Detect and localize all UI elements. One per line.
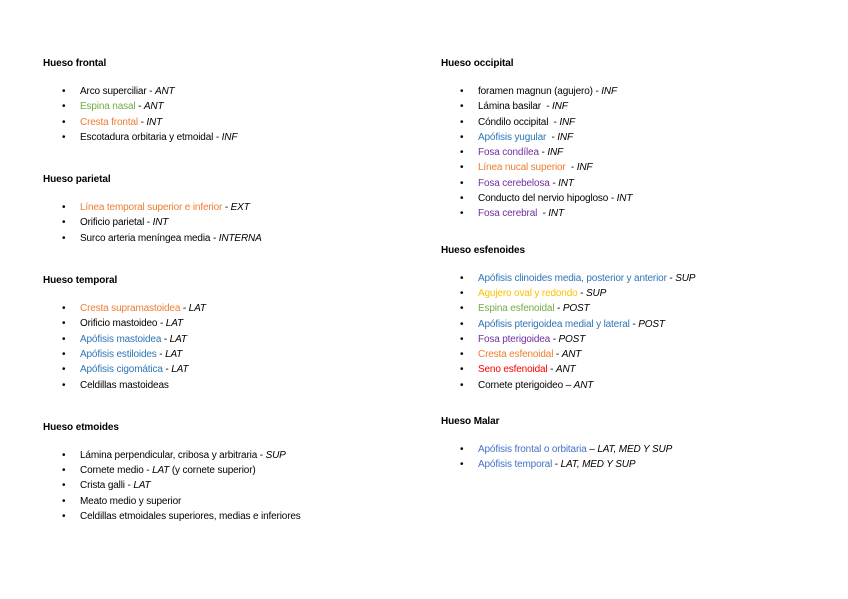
item-separator: - — [629, 318, 639, 330]
list-item — [62, 362, 423, 377]
list-item — [460, 332, 831, 347]
item-term: Celdillas etmoidales superiores, medias e inferiores — [80, 511, 301, 523]
item-term: Apófisis frontal o orbitaria — [478, 444, 587, 456]
item-separator: - — [565, 162, 577, 174]
item-term: Cresta esfenoidal — [478, 349, 554, 361]
item-separator: - — [549, 177, 559, 189]
item-position-tag: INF — [552, 101, 568, 113]
bullet-list — [43, 301, 423, 393]
list-item — [62, 463, 423, 478]
item-note: (y cornete superior) — [169, 465, 256, 477]
item-position-tag: LAT — [188, 303, 206, 315]
item-term: Arco superciliar — [80, 86, 147, 97]
item-separator: - — [257, 449, 266, 461]
item-separator: - — [157, 318, 166, 330]
item-separator: - — [592, 86, 602, 97]
item-term: Apófisis yugular — [478, 131, 547, 143]
section-title: Hueso parietal — [43, 174, 111, 186]
list-item — [460, 457, 831, 472]
item-term: Cresta frontal — [80, 116, 138, 128]
list-item — [62, 448, 423, 463]
bullet-list — [441, 442, 831, 473]
item-position-tag: INT — [616, 193, 633, 205]
bullet-list — [43, 84, 423, 145]
item-position-tag: LAT — [169, 333, 187, 345]
item-position-tag: SUP — [265, 449, 286, 461]
item-position-tag: INF — [547, 147, 563, 159]
item-position-tag: LAT, MED Y SUP — [560, 459, 636, 471]
item-position-tag: ANT — [154, 86, 175, 97]
list-item — [460, 115, 831, 130]
section-title: Hueso Malar — [441, 416, 500, 428]
bullet-list — [43, 448, 423, 524]
section-hueso-malar — [441, 415, 831, 473]
item-separator: - — [538, 147, 548, 159]
item-separator: - — [547, 364, 556, 376]
list-item — [460, 191, 831, 206]
list-item — [460, 362, 831, 377]
list-item — [62, 378, 423, 393]
item-separator: - — [552, 459, 561, 471]
list-item — [62, 130, 423, 145]
item-position-tag: LAT — [165, 318, 183, 330]
item-term: Fosa cerebral — [478, 208, 538, 220]
right-column — [441, 57, 831, 495]
item-term: Cóndilo occipital — [478, 116, 549, 128]
item-term: Celdillas mastoideas — [80, 379, 169, 391]
list-item — [460, 130, 831, 145]
item-term: Línea temporal superior e inferior — [80, 202, 223, 214]
item-term: Fosa cerebelosa — [478, 177, 550, 189]
item-separator: - — [608, 193, 617, 205]
item-term: Apófisis clinoides media, posterior y anterior — [478, 272, 667, 284]
section-title: Hueso occipital — [441, 58, 514, 69]
item-separator: – — [563, 379, 574, 391]
bullet-list — [43, 200, 423, 246]
left-column — [43, 57, 423, 552]
item-term: Apófisis temporal — [478, 459, 553, 471]
item-term: Línea nucal superior — [478, 162, 566, 174]
item-separator: - — [156, 348, 166, 360]
list-item — [62, 99, 423, 114]
item-term: Lámina basilar — [478, 101, 541, 113]
item-term: Apófisis estiloides — [80, 348, 157, 360]
item-term: Cresta supramastoidea — [80, 303, 181, 315]
list-item — [460, 378, 831, 393]
item-term: Surco arteria meníngea media — [80, 232, 211, 244]
item-separator: - — [554, 303, 563, 315]
item-position-tag: LAT — [133, 480, 151, 492]
list-item — [460, 317, 831, 332]
list-item — [62, 347, 423, 362]
item-separator: - — [666, 272, 676, 284]
item-separator: - — [540, 101, 553, 113]
item-position-tag: POST — [558, 333, 586, 345]
item-term: Fosa pterigoidea — [478, 333, 551, 345]
list-item — [62, 115, 423, 130]
item-position-tag: LAT — [165, 348, 183, 360]
item-position-tag: ANT — [561, 349, 582, 361]
list-item — [460, 84, 831, 99]
item-term: Conducto del nervio hipogloso — [478, 193, 609, 205]
section-hueso-etmoides — [43, 421, 423, 524]
item-position-tag: INT — [146, 116, 163, 128]
item-separator: - — [162, 364, 172, 376]
item-term: Fosa condílea — [478, 147, 539, 159]
item-position-tag: INTERNA — [218, 232, 262, 244]
item-separator: - — [210, 232, 219, 244]
item-separator: - — [546, 131, 558, 143]
item-position-tag: LAT — [152, 465, 170, 477]
list-item — [62, 316, 423, 331]
item-term: Cornete pterigoideo — [478, 379, 563, 391]
item-term: Orificio parietal — [80, 217, 145, 229]
item-separator: - — [135, 101, 144, 113]
item-position-tag: INF — [221, 131, 238, 143]
section-title: Hueso temporal — [43, 275, 118, 287]
item-term: Espina nasal — [80, 101, 136, 113]
item-separator: - — [143, 465, 153, 477]
list-item — [62, 332, 423, 347]
section-title: Hueso frontal — [43, 58, 107, 69]
item-position-tag: INT — [548, 208, 564, 220]
item-separator: - — [180, 303, 189, 315]
item-separator: - — [137, 116, 147, 128]
list-item — [62, 301, 423, 316]
item-separator: - — [144, 217, 153, 229]
item-separator: – — [586, 444, 598, 456]
item-position-tag: INF — [557, 131, 573, 143]
item-term: Lámina perpendicular, cribosa y arbitraria — [80, 449, 258, 461]
item-position-tag: ANT — [555, 364, 576, 376]
item-separator: - — [222, 202, 231, 214]
section-hueso-occipital — [441, 57, 831, 222]
list-item — [460, 176, 831, 191]
item-term: Seno esfenoidal — [478, 364, 548, 376]
section-hueso-frontal — [43, 57, 423, 145]
item-position-tag: INT — [152, 217, 169, 229]
bullet-list — [441, 271, 831, 393]
list-item — [460, 160, 831, 175]
list-item — [460, 145, 831, 160]
item-separator: - — [577, 287, 586, 299]
item-term: Cornete medio — [80, 465, 144, 477]
list-item — [460, 286, 831, 301]
list-item — [62, 494, 423, 509]
item-position-tag: ANT — [143, 101, 164, 113]
list-item — [62, 84, 423, 99]
item-position-tag: INF — [559, 116, 576, 128]
section-hueso-esfenoides — [441, 244, 831, 393]
bullet-list — [441, 84, 831, 222]
list-item — [62, 509, 423, 524]
section-title: Hueso etmoides — [43, 421, 119, 433]
item-separator: - — [161, 333, 170, 345]
list-item — [460, 271, 831, 286]
item-separator: - — [548, 116, 560, 128]
item-position-tag: POST — [638, 318, 665, 330]
item-separator: - — [124, 480, 134, 492]
item-separator: - — [550, 333, 559, 345]
item-position-tag: INF — [576, 162, 593, 174]
item-separator: - — [537, 208, 549, 220]
list-item — [460, 301, 831, 316]
item-separator: - — [146, 86, 155, 97]
item-term: Orificio mastoideo — [80, 318, 158, 330]
item-term: Apófisis pterigoidea medial y lateral — [478, 318, 630, 330]
item-position-tag: EXT — [230, 202, 250, 214]
item-position-tag: INF — [601, 86, 617, 97]
list-item — [62, 200, 423, 215]
list-item — [62, 478, 423, 493]
item-position-tag: POST — [562, 303, 590, 315]
list-item — [460, 347, 831, 362]
item-term: Agujero oval y redondo — [478, 287, 578, 299]
list-item — [62, 231, 423, 246]
item-term: Meato medio y superior — [80, 495, 182, 507]
section-title: Hueso esfenoides — [441, 244, 525, 256]
item-term: foramen magnun (agujero) — [478, 86, 593, 97]
item-position-tag: SUP — [675, 272, 696, 284]
item-position-tag: LAT — [171, 364, 189, 376]
item-term: Apófisis cigomática — [80, 364, 163, 376]
item-position-tag: SUP — [585, 287, 607, 299]
item-separator: - — [213, 131, 222, 143]
list-item — [62, 215, 423, 230]
list-item — [460, 442, 831, 457]
item-term: Escotadura orbitaria y etmoidal — [80, 131, 214, 143]
section-hueso-parietal — [43, 173, 423, 246]
item-position-tag: ANT — [573, 379, 594, 391]
item-position-tag: LAT, MED Y SUP — [597, 444, 673, 456]
item-term: Apófisis mastoidea — [80, 333, 162, 345]
list-item — [460, 99, 831, 114]
item-position-tag: INT — [558, 177, 574, 189]
item-term: Espina esfenoidal — [478, 303, 555, 315]
list-item — [460, 206, 831, 221]
item-term: Crista galli — [80, 480, 125, 492]
section-hueso-temporal — [43, 274, 423, 393]
item-separator: - — [553, 349, 562, 361]
